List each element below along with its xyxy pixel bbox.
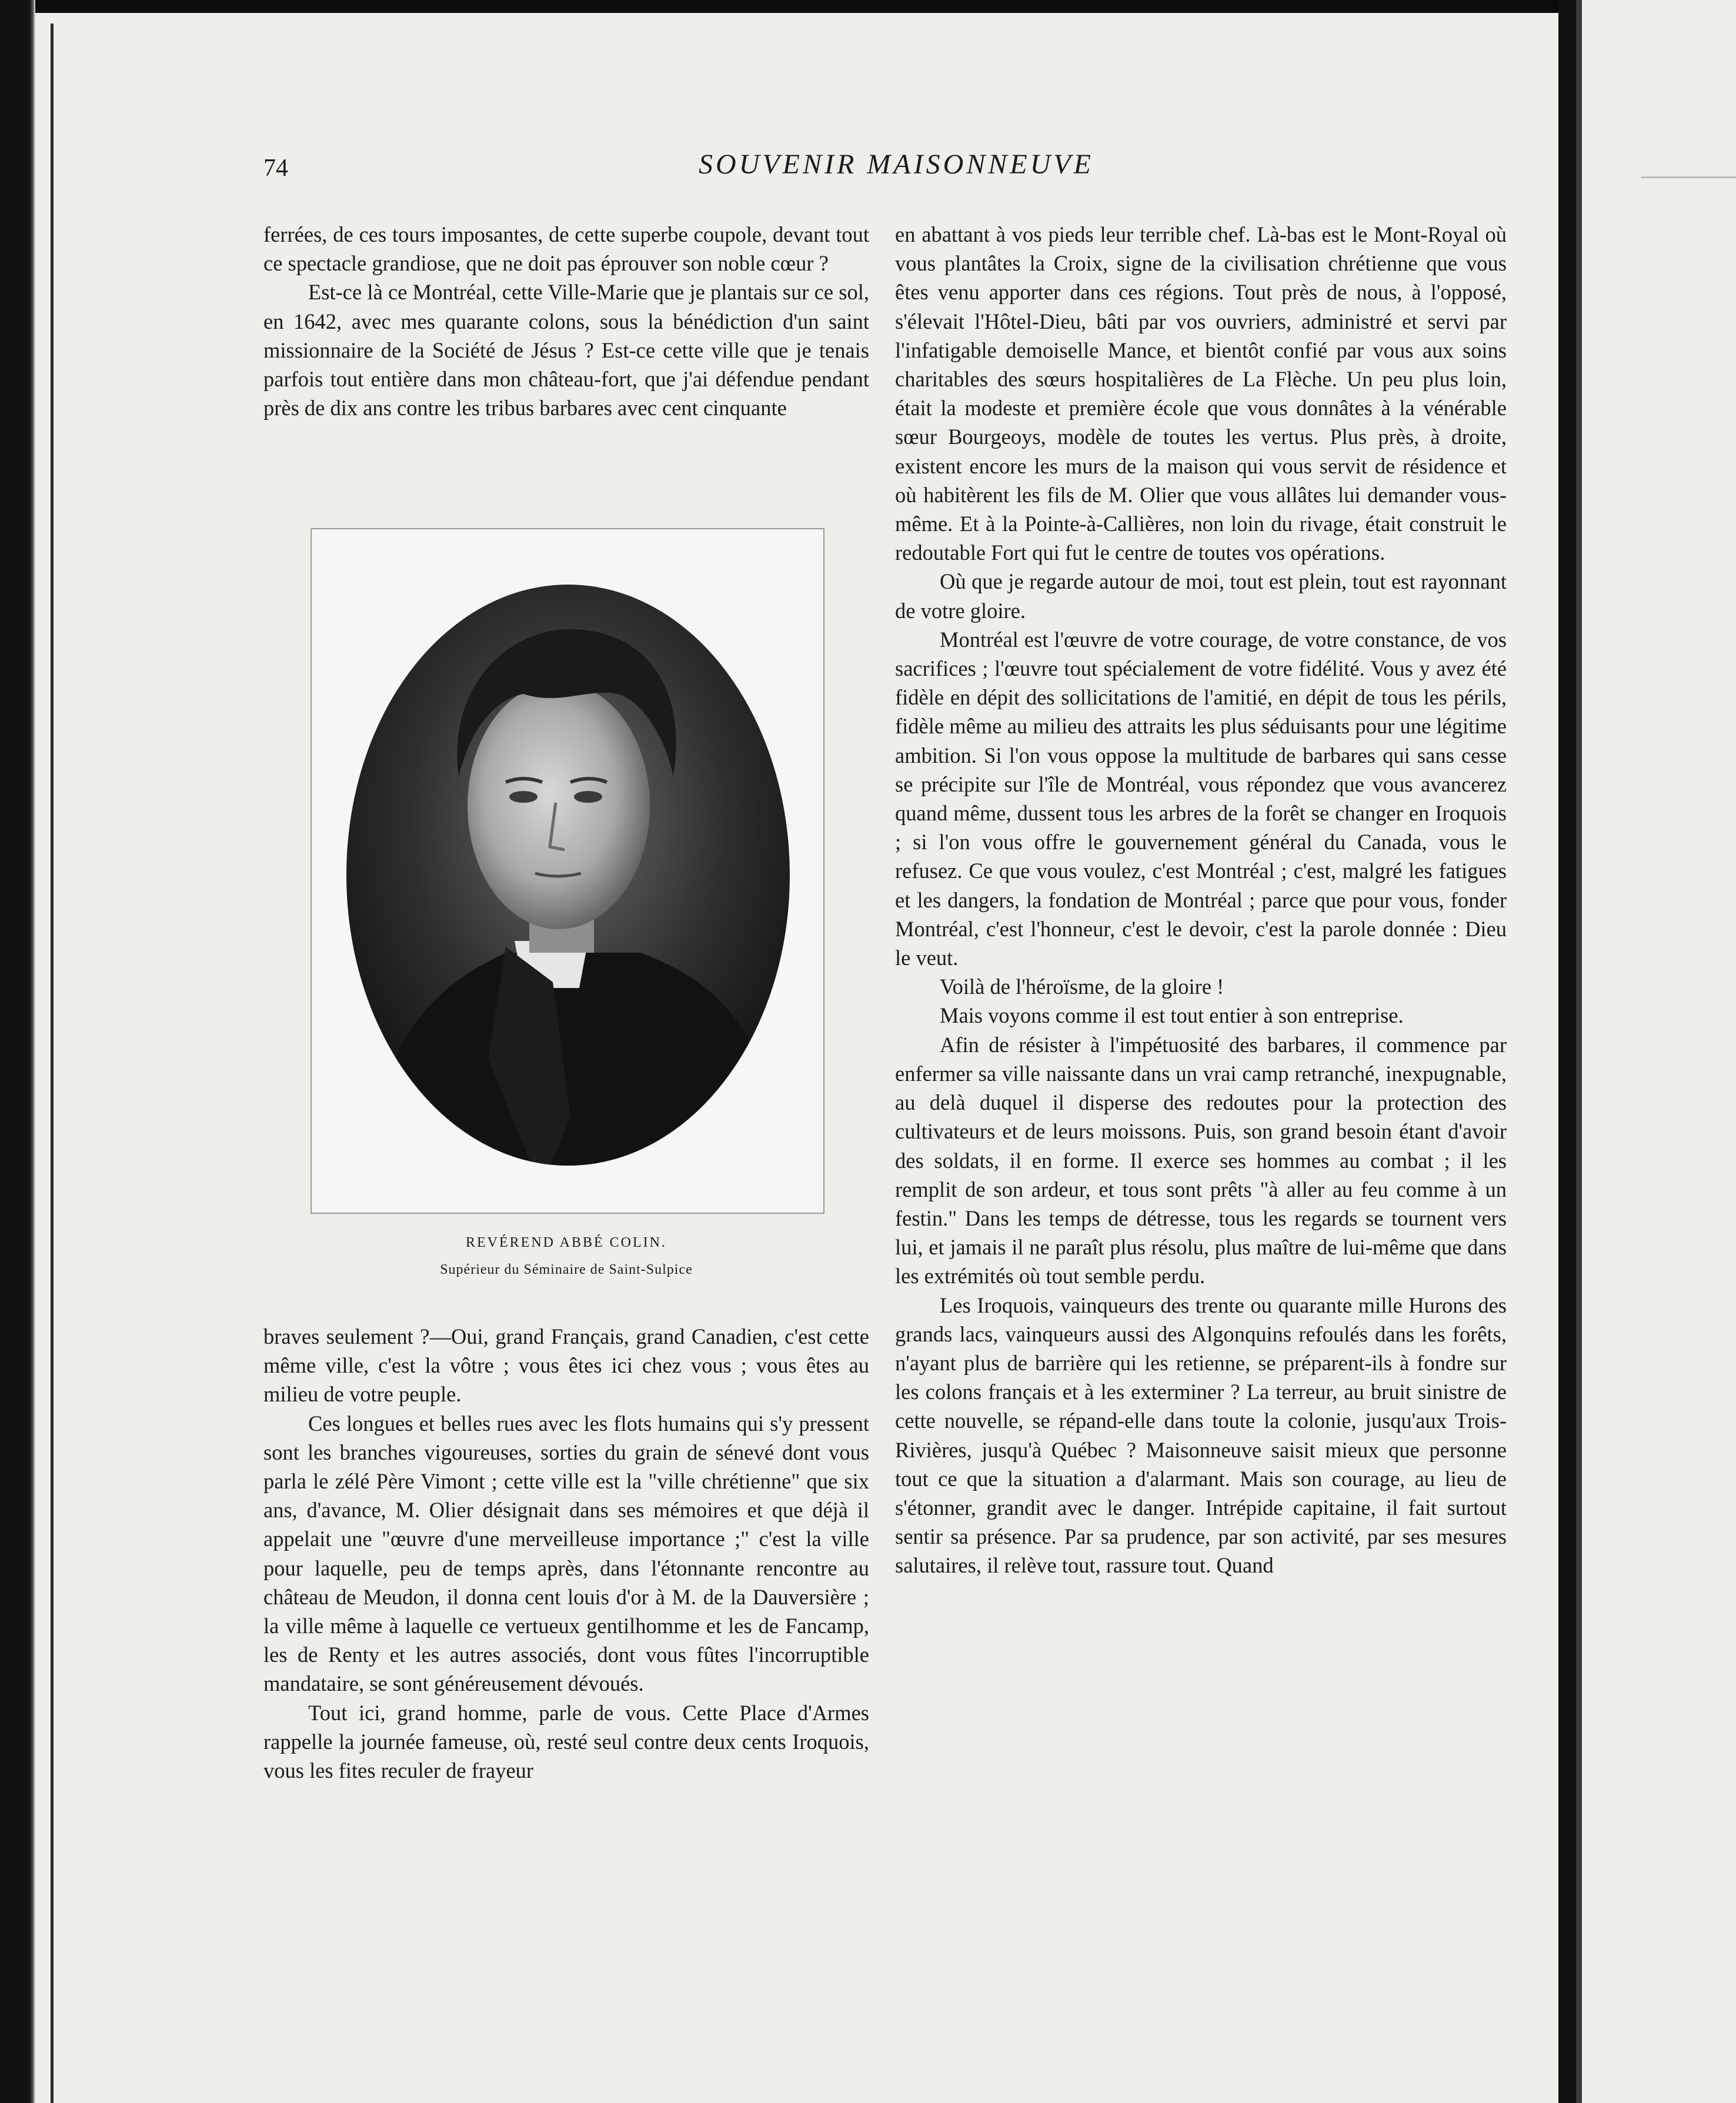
facing-page-shadow [1576, 0, 1582, 2103]
paragraph: braves seulement ?—Oui, grand Français, grand Canadien, c'est cette même ville, c'est la vôtre ; vous êtes ici chez vous ; vous êtes au milieu de votre peuple. [263, 1324, 869, 1407]
page-edge-line [51, 24, 54, 2103]
running-head [263, 141, 1510, 182]
facing-page-edge [1576, 0, 1736, 2103]
facing-page-rule [1641, 176, 1736, 178]
left-column-bottom-text [263, 1322, 869, 1785]
portrait-photo [311, 528, 824, 1214]
paragraph: Où que je regarde autour de moi, tout est plein, tout est rayonnant de votre gloire. [895, 569, 1507, 623]
right-column-text [895, 220, 1507, 1580]
figure-caption-subtitle: Supérieur du Séminaire de Saint-Sulpice [440, 1262, 693, 1277]
paragraph: Mais voyons comme il est tout entier à son entreprise. [940, 1003, 1404, 1028]
running-title: SOUVENIR MAISONNEUVE [699, 149, 1094, 180]
paragraph: ferrées, de ces tours imposantes, de cette superbe coupole, devant tout ce spectacle grandiose, que ne doit pas éprouver son noble cœur ? [263, 222, 869, 276]
paragraph: Les Iroquois, vainqueurs des trente ou quarante mille Hurons des grands lacs, vainqueurs aussi des Algonquins refoulés dans les forêts, n'ayant plus de barrière qui les retienne, se préparent-ils à fondre sur les colons français et à les exterminer ? La terreur, au bruit sinistre de cette nouvelle, se répand-elle dans toute la colonie, jusqu'aux Trois-Rivières, jusqu'à Québec ? Maisonneuve saisit mieux que personne tout ce que la situation a d'alarmant. Mais son courage, au lieu de s'étonner, grandit avec le danger. Intrépide capitaine, il fait surtout sentir sa présence. Par sa prudence, par son activité, par ses mesures salutaires, il relève tout, rassure tout. Quand [895, 1293, 1507, 1578]
book-gutter [1558, 0, 1576, 2103]
paragraph: en abattant à vos pieds leur terrible chef. Là-bas est le Mont-Royal où vous plantâtes la Croix, signe de la civilisation chrétienne que vous êtes venu apporter dans ces régions. Tout près de nous, à l'opposé, s'élevait l'Hôtel-Dieu, bâti par vos ouvriers, administré et servi par l'infatigable demoiselle Mance, et bientôt confié par vous aux soins charitables des sœurs hospitalières de La Flèche. Un peu plus loin, était la modeste et première école que vous donnâtes à la vénérable sœur Bourgeoys, modèle de toutes les vertus. Plus près, à droite, existent encore les murs de la maison qui vous servit de résidence et où habitèrent les fils de M. Olier que vous allâtes lui demander vous-même. Et à la Pointe-à-Callières, non loin du rivage, était construit le redoutable Fort qui fut le centre de toutes vos opérations. [895, 222, 1507, 565]
page-number: 74 [263, 155, 288, 182]
left-eye [509, 791, 538, 803]
face [468, 682, 650, 929]
paragraph: Montréal est l'œuvre de votre courage, de votre constance, de vos sacrifices ; l'œuvre tout spécialement de votre fidélité. Vous y avez été fidèle en dépit des sollicitations de l'amitié, en dépit de tous les périls, fidèle même au milieu des attraits les plus séduisants pour une légitime ambition. Si l'on vous oppose la multitude de barbares qui sans cesse se précipite sur l'île de Montréal, vous répondez que vous avancerez quand même, dussent tous les arbres de la forêt se changer en Iroquois ; si l'on vous offre le gouvernement général du Canada, vous le refusez. Ce que vous voulez, c'est Montréal ; c'est, malgré les fatigues et les dangers, la fondation de Montréal ; parce que pour vous, fonder Montréal, c'est l'honneur, c'est le devoir, c'est la parole donnée : Dieu le veut. [895, 627, 1507, 970]
paragraph: Voilà de l'héroïsme, de la gloire ! [940, 974, 1224, 999]
portrait-illustration [312, 529, 823, 1213]
figure-caption-title: REVÉREND ABBÉ COLIN. [466, 1235, 667, 1250]
scan-top-border [0, 0, 1736, 13]
left-column-top-text [263, 220, 869, 422]
right-eye [574, 791, 602, 803]
paragraph: Est-ce là ce Montréal, cette Ville-Marie que je plantais sur ce sol, en 1642, avec mes quarante colons, sous la bénédiction d'un saint missionnaire de la Société de Jésus ? Est-ce cette ville que je tenais parfois tout entière dans mon château-fort, que j'ai défendue pendant près de dix ans contre les tribus barbares avec cent cinquante [263, 280, 869, 420]
paragraph: Ces longues et belles rues avec les flots humains qui s'y pressent sont les branches vigoureuses, sorties du grain de sénevé dont vous parla le zélé Père Vimont ; cette ville est la "ville chrétienne" que six ans, d'avance, M. Olier désignait dans ses mémoires et que déjà il appelait une "œuvre d'une merveilleuse importance ;" c'est la ville pour laquelle, peu de temps après, dans l'étonnante rencontre au château de Meudon, il donna cent louis d'or à M. de la Dauversière ; la ville même à laquelle ce vertueux gentilhomme et les de Fancamp, les de Renty et les autres associés, dont vous fûtes l'incorruptible mandataire, se sont généreusement dévoués. [263, 1411, 869, 1696]
paragraph: Afin de résister à l'impétuosité des barbares, il commence par enfermer sa ville naissante dans un vrai camp retranché, inexpugnable, au delà duquel il disperse des redoutes pour la protection des cultivateurs et de leurs moissons. Puis, son grand besoin étant d'avoir des soldats, il en forme. Il exerce ses hommes au combat ; il les remplit de son ardeur, et tous sont prêts "à aller au feu comme à un festin." Dans les temps de détresse, tous les regards se tournent vers lui, et jamais il ne paraît plus résolu, plus maître de lui-même que dans les extrémités où tout semble perdu. [895, 1032, 1507, 1288]
scan-left-border [0, 0, 35, 2103]
paragraph: Tout ici, grand homme, parle de vous. Cette Place d'Armes rappelle la journée fameuse, où, resté seul contre deux cents Iroquois, vous les fites reculer de frayeur [263, 1700, 869, 1783]
